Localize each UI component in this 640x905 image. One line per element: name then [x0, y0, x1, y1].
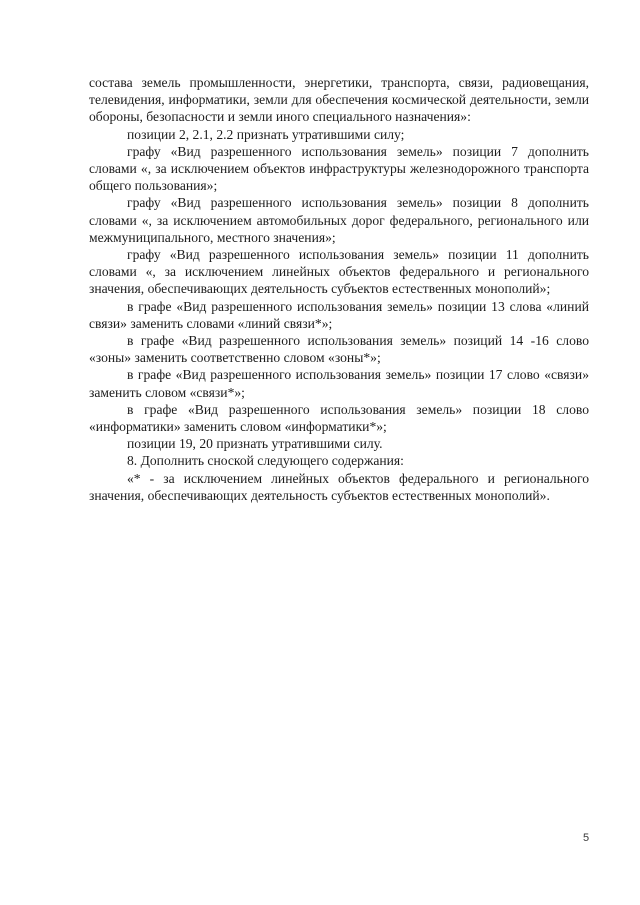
paragraph-position-8: графу «Вид разрешенного использования земель» позиции 8 дополнить словами «, за исключением автомобильных дорог федерального, регионального или межмуниципального, местного значения»;	[89, 195, 589, 245]
paragraph-position-11: графу «Вид разрешенного использования земель» позиции 11 дополнить словами «, за исключением линейных объектов федерального и регионального значения, обеспечивающих деятельность субъектов естественных монополий»;	[89, 247, 589, 297]
paragraph-positions-19-20-repealed: позиции 19, 20 признать утратившими силу.	[127, 436, 383, 452]
paragraph-footnote-text: «* - за исключением линейных объектов федерального и регионального значения, обеспечивающих деятельность субъектов естественных монополий».	[89, 470, 589, 503]
paragraph-position-18: в графе «Вид разрешенного использования земель» позиции 18 слово «информатики» заменить словом «информатики*»;	[89, 401, 589, 435]
paragraph-position-7: графу «Вид разрешенного использования земель» позиции 7 дополнить словами «, за исключением объектов инфраструктуры железнодорожного транспорта общего пользования»;	[89, 143, 589, 194]
page-number: 5	[583, 832, 590, 844]
paragraph-positions-2-repealed: позиции 2, 2.1, 2.2 признать утратившими силу;	[127, 126, 405, 142]
paragraph-position-17: в графе «Вид разрешенного использования земель» позиции 17 слово «связи» заменить словом «связи*»;	[89, 367, 589, 400]
paragraph-item-8-heading: 8. Дополнить сноской следующего содержания:	[127, 453, 404, 469]
paragraph-positions-14-16: в графе «Вид разрешенного использования земель» позиций 14 -16 слово «зоны» заменить соответственно словом «зоны*»;	[89, 333, 589, 366]
paragraph-position-13: в графе «Вид разрешенного использования земель» позиции 13 слова «линий связи» заменить словами «линий связи*»;	[89, 298, 589, 331]
paragraph-land-categories: состава земель промышленности, энергетики, транспорта, связи, радиовещания, телевидения, информатики, земли для обеспечения космической деятельности, земли обороны, безопасности и земли иного специального назначения»:	[89, 75, 589, 125]
document-body	[89, 74, 589, 504]
